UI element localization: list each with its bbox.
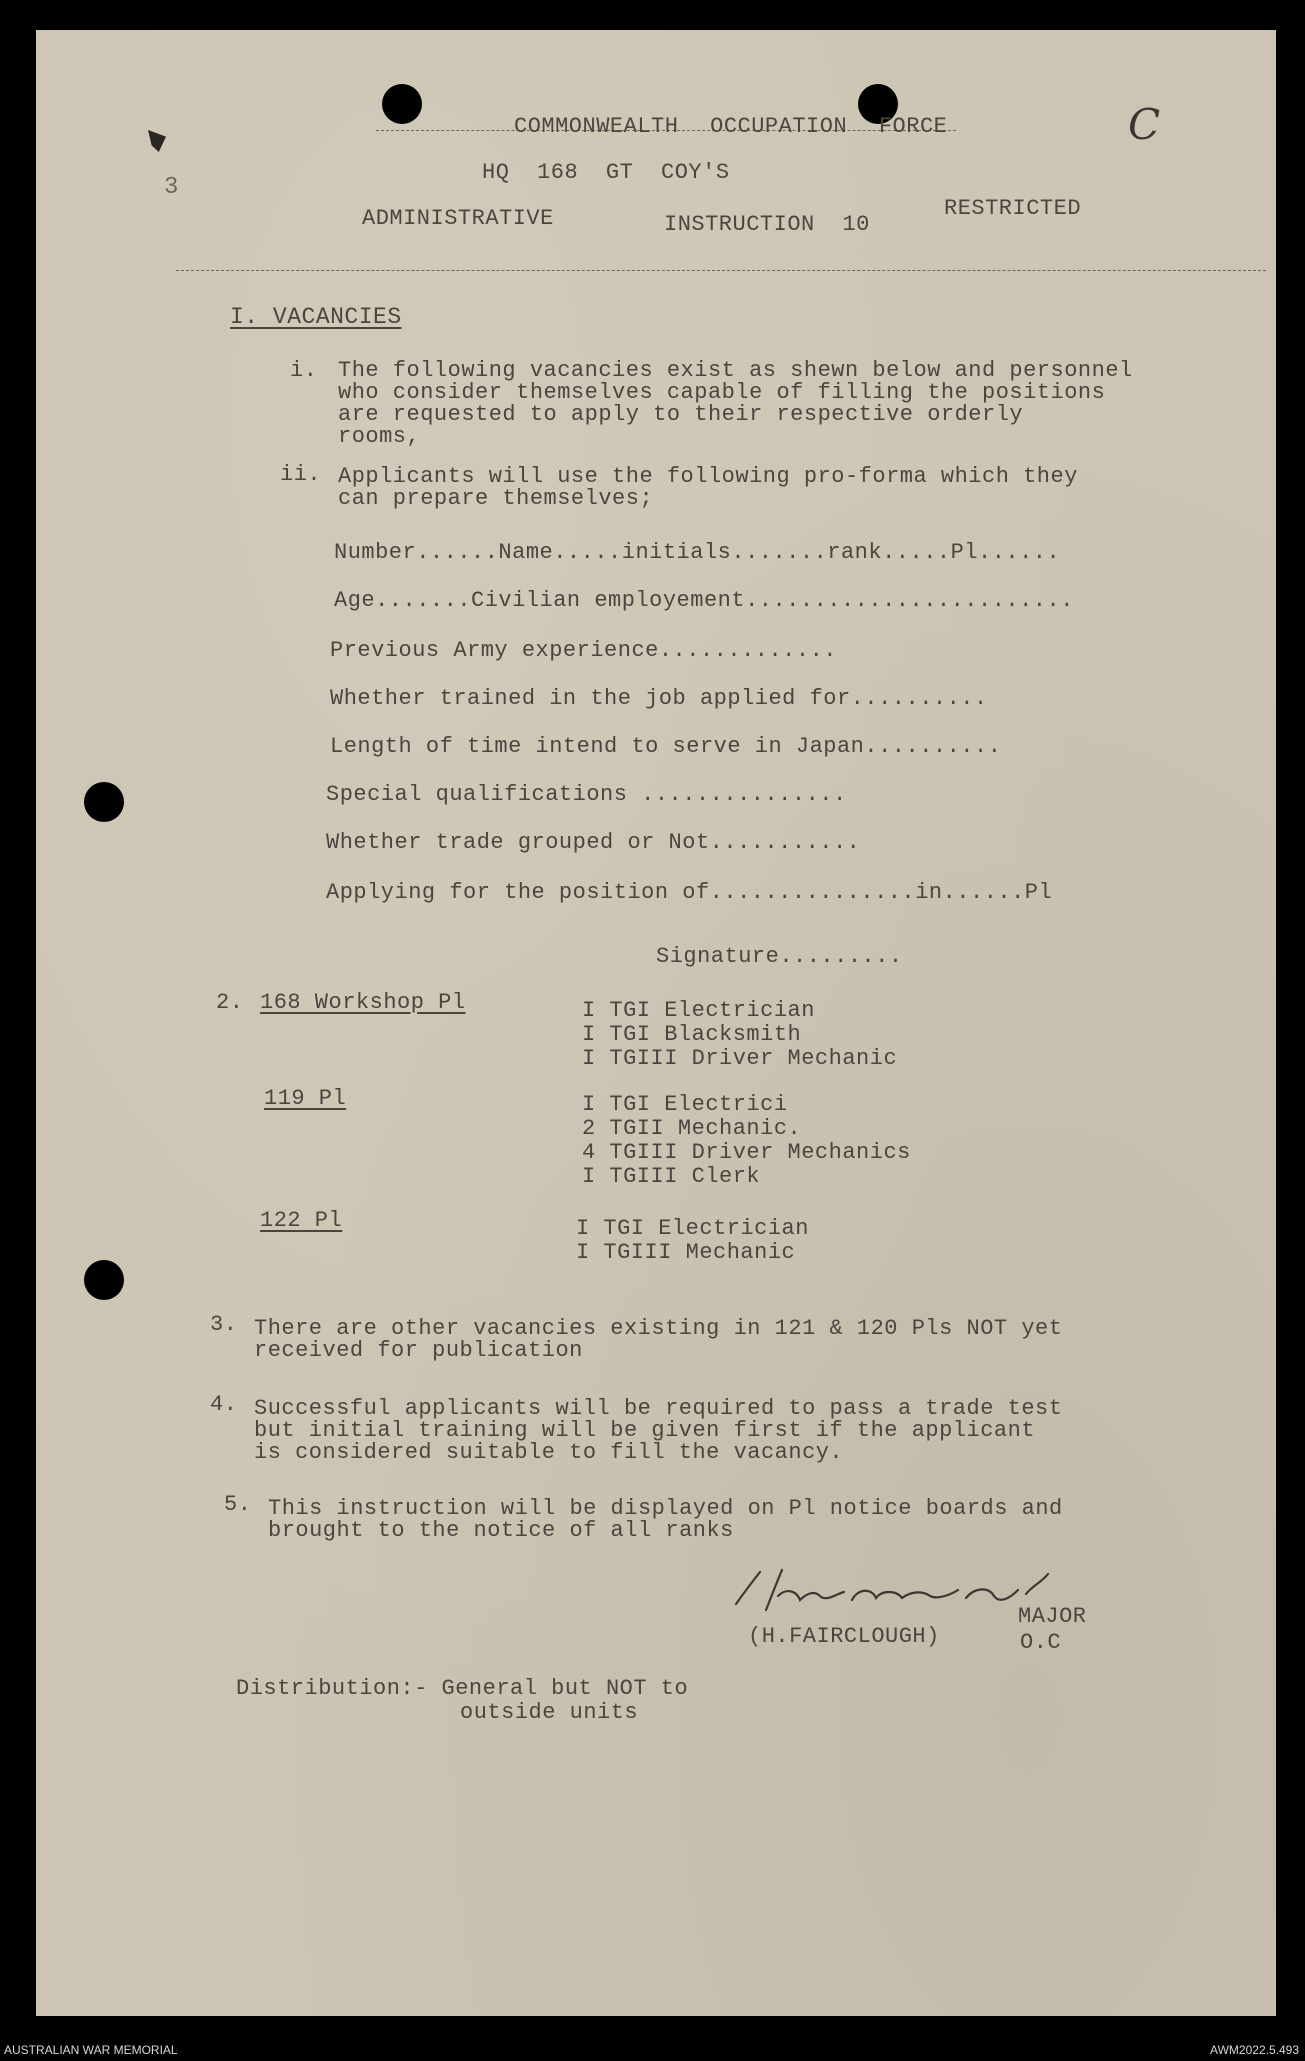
vacancy-item: I TGI Blacksmith bbox=[582, 1022, 802, 1047]
header-bottom-rule bbox=[176, 270, 1266, 271]
para-2-number: ii. bbox=[280, 462, 322, 487]
vacancy-item: I TGI Electrician bbox=[582, 998, 815, 1023]
form-field: Whether trade grouped or Not........... bbox=[326, 830, 861, 855]
section-3-line: received for publication bbox=[254, 1338, 583, 1363]
unit-name: 122 Pl bbox=[260, 1208, 343, 1233]
unit-name: 119 Pl bbox=[264, 1086, 347, 1111]
vacancy-item: I TGIII Driver Mechanic bbox=[582, 1046, 898, 1071]
para-1-line: are requested to apply to their respective orderly bbox=[338, 402, 1024, 427]
form-field: Applying for the position of...............in......Pl bbox=[326, 880, 1053, 905]
header-hq: HQ 168 GT COY'S bbox=[482, 160, 730, 185]
margin-mark-icon bbox=[148, 130, 166, 152]
form-field: Age.......Civilian employement........................ bbox=[334, 588, 1074, 613]
section-2-number: 2. bbox=[216, 990, 244, 1015]
distribution-line: Distribution:- General but NOT to bbox=[236, 1676, 689, 1701]
punch-hole-top-left bbox=[382, 84, 422, 124]
form-field: Length of time intend to serve in Japan.......... bbox=[330, 734, 1002, 759]
signatory-name: (H.FAIRCLOUGH) bbox=[748, 1624, 940, 1649]
vacancy-item: 4 TGIII Driver Mechanics bbox=[582, 1140, 911, 1165]
section-4-line: Successful applicants will be required to pass a trade test bbox=[254, 1396, 1063, 1421]
vacancy-item: I TGIII Clerk bbox=[582, 1164, 761, 1189]
para-1-number: i. bbox=[290, 358, 318, 383]
section-4-number: 4. bbox=[210, 1392, 238, 1417]
footer-credit: AUSTRALIAN WAR MEMORIAL bbox=[4, 2043, 178, 2057]
punch-hole-lower bbox=[84, 1260, 124, 1300]
form-field: Number......Name.....initials.......rank.....Pl...... bbox=[334, 540, 1061, 565]
section-5-line: This instruction will be displayed on Pl notice boards and bbox=[268, 1496, 1063, 1521]
header-admin: ADMINISTRATIVE bbox=[362, 206, 554, 231]
section-3-number: 3. bbox=[210, 1312, 238, 1337]
para-1-line: who consider themselves capable of filling the positions bbox=[338, 380, 1106, 405]
para-2-line: Applicants will use the following pro-forma which they bbox=[338, 464, 1078, 489]
unit-name: 168 Workshop Pl bbox=[260, 990, 466, 1015]
form-field: Special qualifications ............... bbox=[326, 782, 847, 807]
header-org: COMMONWEALTH OCCUPATION FORCE bbox=[514, 114, 948, 139]
copy-letter: C bbox=[1128, 100, 1161, 149]
signatory-rank: MAJOR bbox=[1018, 1604, 1087, 1629]
footer-accession-number: AWM2022.5.493 bbox=[1210, 2043, 1299, 2057]
vacancy-item: 2 TGII Mechanic. bbox=[582, 1116, 802, 1141]
form-field: Whether trained in the job applied for.......... bbox=[330, 686, 988, 711]
vacancy-item: I TGIII Mechanic bbox=[576, 1240, 796, 1265]
section-4-line: but initial training will be given first if the applicant bbox=[254, 1418, 1036, 1443]
distribution-line: outside units bbox=[460, 1700, 639, 1725]
document-page bbox=[36, 30, 1276, 2016]
restricted-label: RESTRICTED bbox=[944, 196, 1082, 221]
section-4-line: is considered suitable to fill the vacancy. bbox=[254, 1440, 844, 1465]
section-5-number: 5. bbox=[224, 1492, 252, 1517]
para-1-line: The following vacancies exist as shewn below and personnel bbox=[338, 358, 1133, 383]
section-3-line: There are other vacancies existing in 121 & 120 Pls NOT yet bbox=[254, 1316, 1063, 1341]
form-field: Previous Army experience............. bbox=[330, 638, 837, 663]
section-heading-vacancies: I. VACANCIES bbox=[230, 304, 402, 330]
vacancy-item: I TGI Electrician bbox=[576, 1216, 809, 1241]
signatory-role: O.C bbox=[1020, 1630, 1062, 1655]
header-instruction: INSTRUCTION 10 bbox=[664, 212, 870, 237]
vacancy-item: I TGI Electrici bbox=[582, 1092, 788, 1117]
para-2-line: can prepare themselves; bbox=[338, 486, 654, 511]
punch-hole-middle bbox=[84, 782, 124, 822]
section-5-line: brought to the notice of all ranks bbox=[268, 1518, 734, 1543]
signature-field: Signature......... bbox=[656, 944, 903, 969]
page-number: 3 bbox=[164, 174, 179, 201]
para-1-line: rooms, bbox=[338, 424, 421, 449]
